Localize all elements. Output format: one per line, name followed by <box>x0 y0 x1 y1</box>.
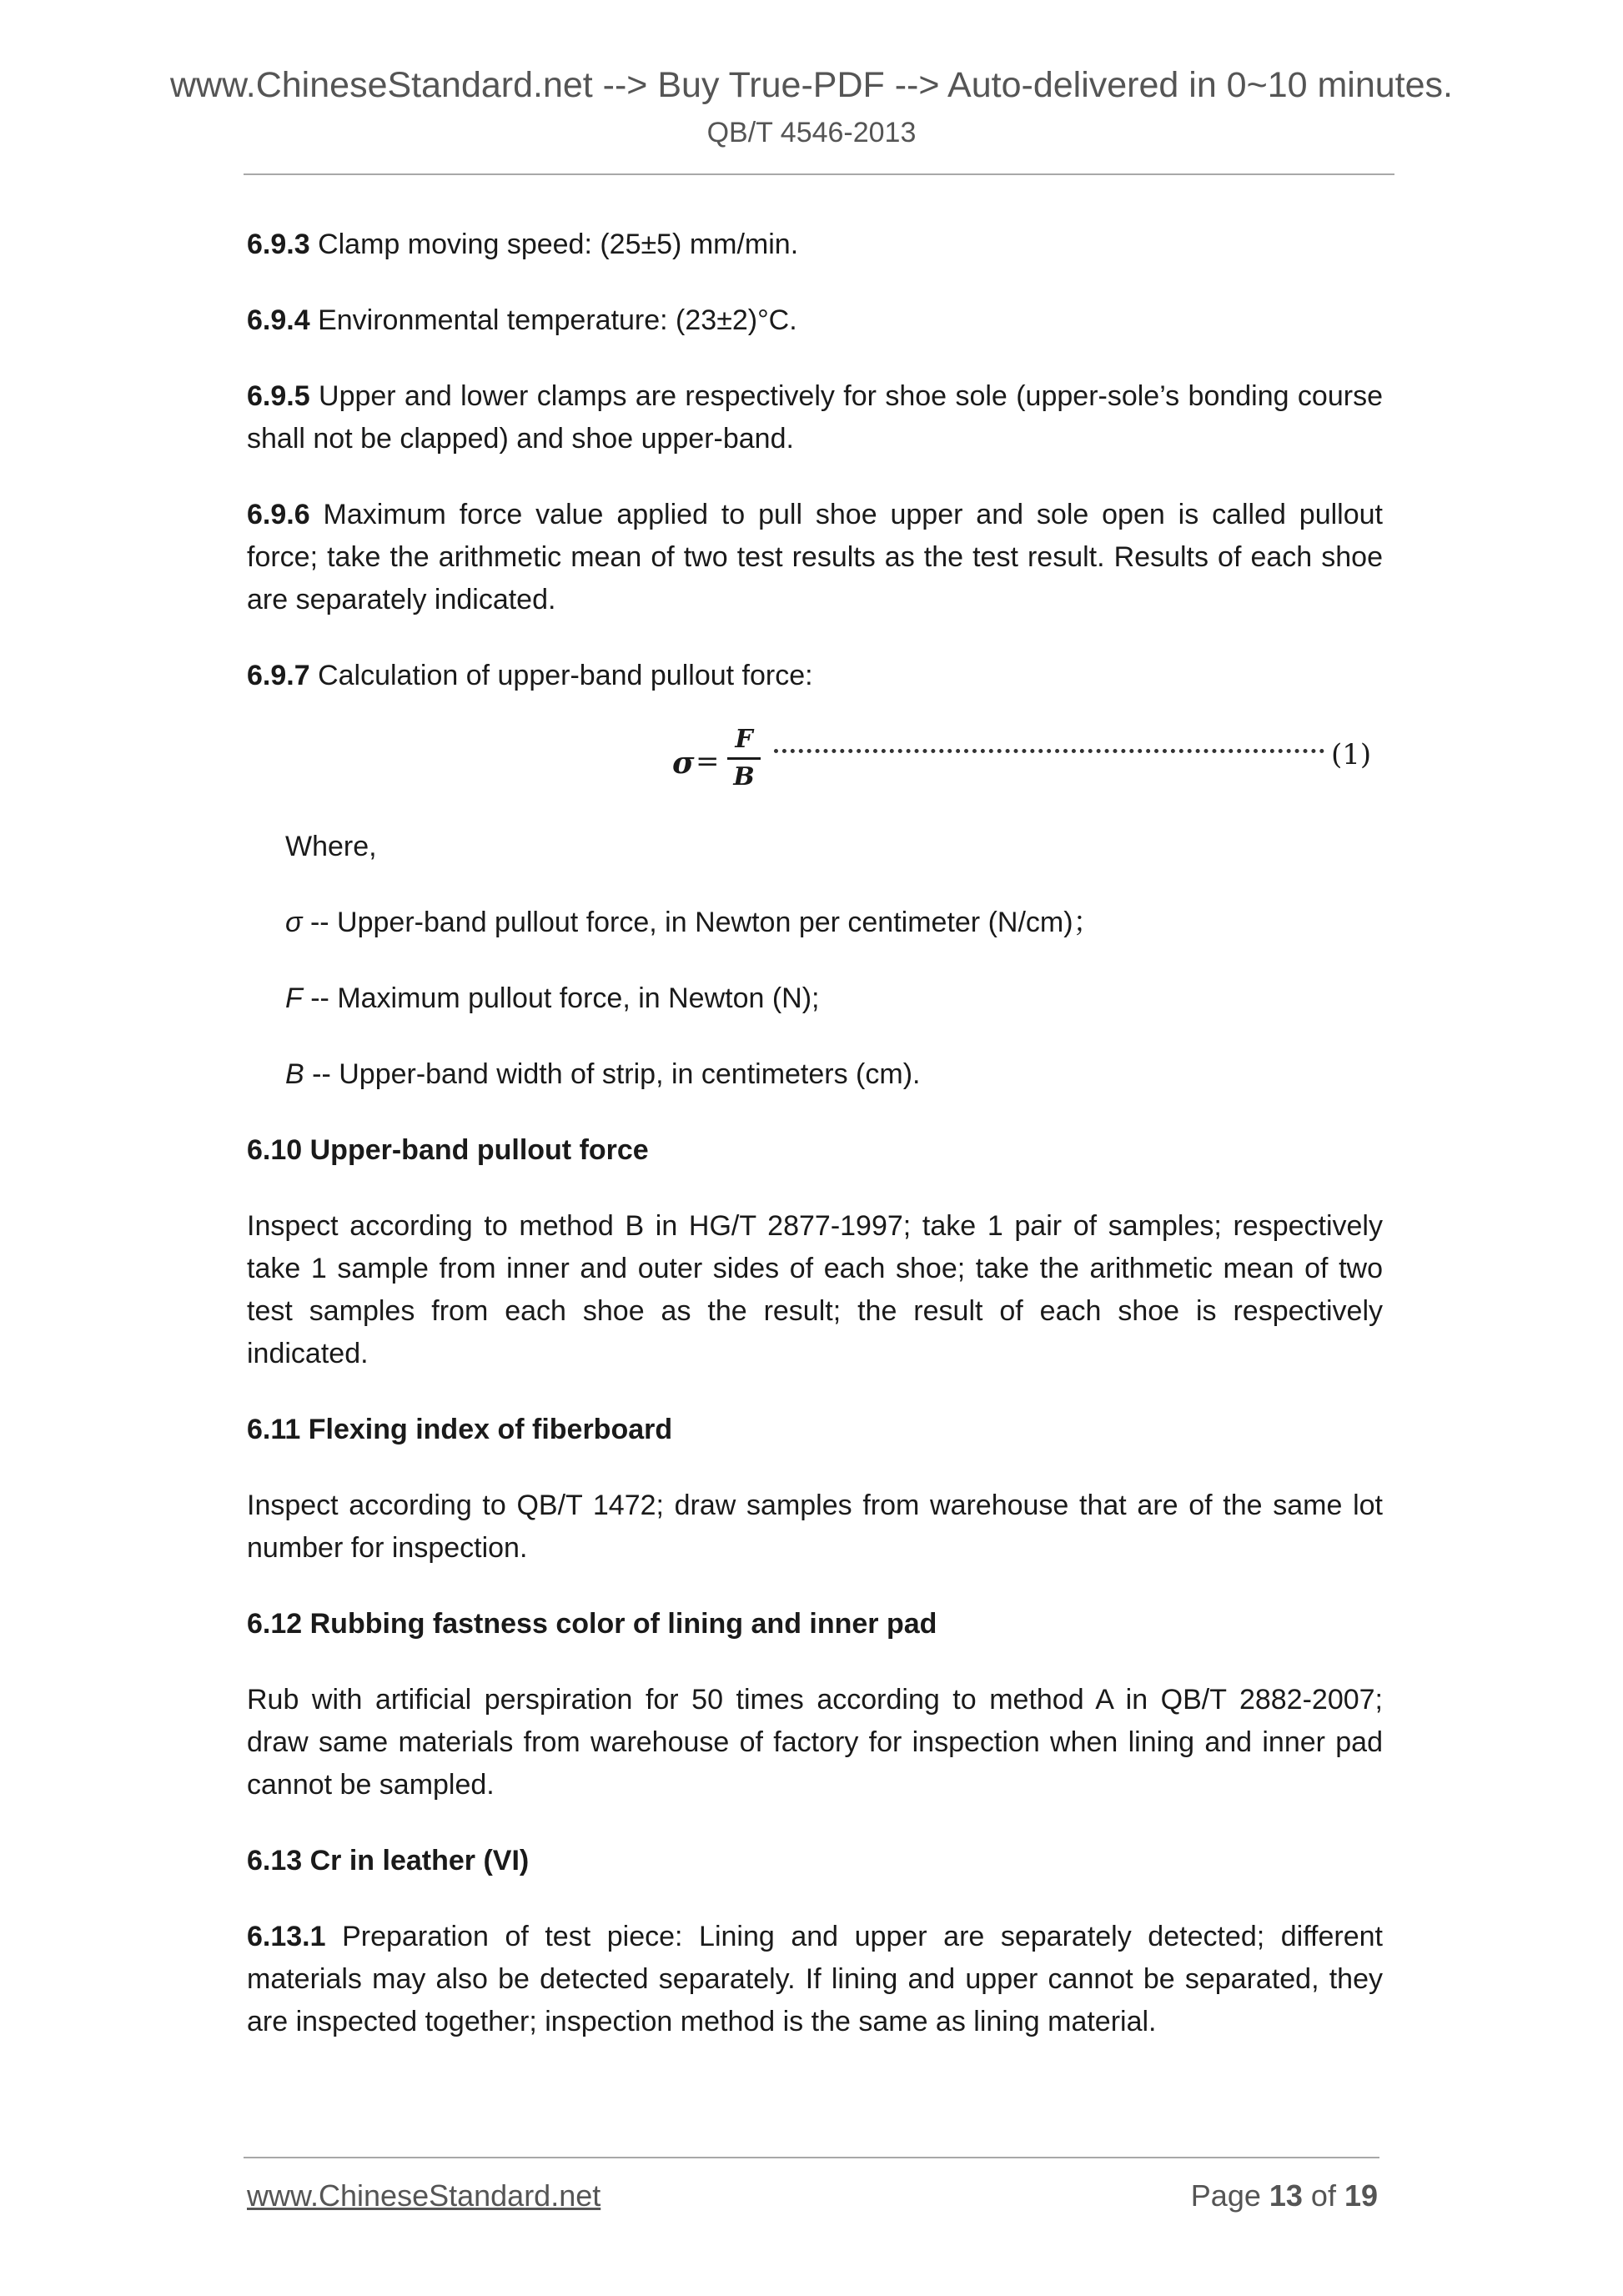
header-banner: www.ChineseStandard.net --> Buy True-PDF --> Auto-delivered in 0~10 minutes. <box>169 65 1453 105</box>
formula-fraction <box>727 724 761 793</box>
clause-text: Maximum force value applied to pull shoe upper and sole open is called pullout force; take the arithmetic mean of two test results as the test result. Results of each shoe are separately indicated. <box>247 499 1383 615</box>
formula-numerator: F <box>735 725 753 754</box>
definition-sigma <box>247 902 1383 944</box>
footer-website-link[interactable]: www.ChineseStandard.net <box>247 2178 601 2213</box>
clause-number: 6.13.1 <box>247 1921 326 1952</box>
clause-text: Environmental temperature: (23±2)°C. <box>309 304 797 336</box>
formula-lhs: σ <box>672 746 695 781</box>
paragraph-6-10: Inspect according to method B in HG/T 2877-1997; take 1 pair of samples; respectively take 1 sample from inner and outer sides of each shoe; take the arithmetic mean of two test samples from each shoe as the result; the result of each shoe is respectively indicated. <box>247 1210 1383 1369</box>
standard-id: QB/T 4546-2013 <box>706 117 917 148</box>
clause-text: Calculation of upper-band pullout force: <box>309 660 813 691</box>
formula-leader-dots <box>774 749 1324 753</box>
clause-6-9-7 <box>247 655 1383 697</box>
definition-text: -- Upper-band width of strip, in centimeters (cm). <box>304 1058 921 1090</box>
clause-text: Upper and lower clamps are respectively for shoe sole (upper-sole’s bonding course shall not be clapped) and shoe upper-band. <box>247 380 1383 455</box>
fraction-bar <box>727 757 761 760</box>
definition-b <box>247 1053 1383 1096</box>
clause-text: Clamp moving speed: (25±5) mm/min. <box>309 229 799 260</box>
where-intro: Where, <box>285 831 377 862</box>
page-total: 19 <box>1344 2178 1378 2213</box>
paragraph-6-12: Rub with artificial perspiration for 50 times according to method A in QB/T 2882-2007; draw same materials from warehouse of factory for inspection when lining and inner pad cannot be sampled. <box>247 1684 1383 1801</box>
formula-equals: = <box>696 745 720 778</box>
formula-block <box>247 717 1383 807</box>
clause-6-9-4 <box>247 299 1383 342</box>
page-indicator <box>1191 2178 1378 2213</box>
symbol-b: B <box>285 1058 304 1090</box>
heading-6-11: 6.11 Flexing index of fiberboard <box>247 1414 673 1445</box>
formula-denominator: B <box>733 762 755 791</box>
heading-6-12: 6.12 Rubbing fastness color of lining and inner pad <box>247 1608 937 1640</box>
definition-f <box>247 977 1383 1020</box>
page-of: of <box>1302 2178 1344 2213</box>
clause-number: 6.9.3 <box>247 229 310 260</box>
heading-6-10: 6.10 Upper-band pullout force <box>247 1134 649 1166</box>
page-current: 13 <box>1269 2178 1303 2213</box>
symbol-sigma: σ <box>285 907 303 938</box>
paragraph-6-11: Inspect according to QB/T 1472; draw samples from warehouse that are of the same lot number for inspection. <box>247 1490 1383 1564</box>
definition-text: -- Upper-band pullout force, in Newton per centimeter (N/cm)； <box>302 907 1102 938</box>
symbol-f: F <box>285 982 303 1014</box>
definition-text: -- Maximum pullout force, in Newton (N); <box>302 982 820 1014</box>
footer-divider <box>244 2157 1379 2158</box>
clause-number: 6.9.6 <box>247 499 310 530</box>
formula-number: (1) <box>1331 738 1372 771</box>
clause-6-9-5 <box>247 375 1383 460</box>
header-divider <box>244 173 1394 175</box>
clause-6-9-3 <box>247 224 1383 266</box>
page-word: Page <box>1190 2178 1269 2213</box>
clause-6-13-1 <box>247 1916 1383 2043</box>
heading-6-13: 6.13 Cr in leather (VI) <box>247 1845 530 1876</box>
formula-1 <box>672 724 1383 799</box>
clause-text: Preparation of test piece: Lining and upper are separately detected; different materials may also be detected separately. If lining and upper cannot be separated, they are inspected together; inspection method is the same as lining material. <box>247 1921 1383 2037</box>
clause-number: 6.9.7 <box>247 660 310 691</box>
clause-6-9-6 <box>247 494 1383 621</box>
clause-number: 6.9.4 <box>247 304 310 336</box>
page-body <box>247 224 1383 2077</box>
clause-number: 6.9.5 <box>247 380 310 412</box>
